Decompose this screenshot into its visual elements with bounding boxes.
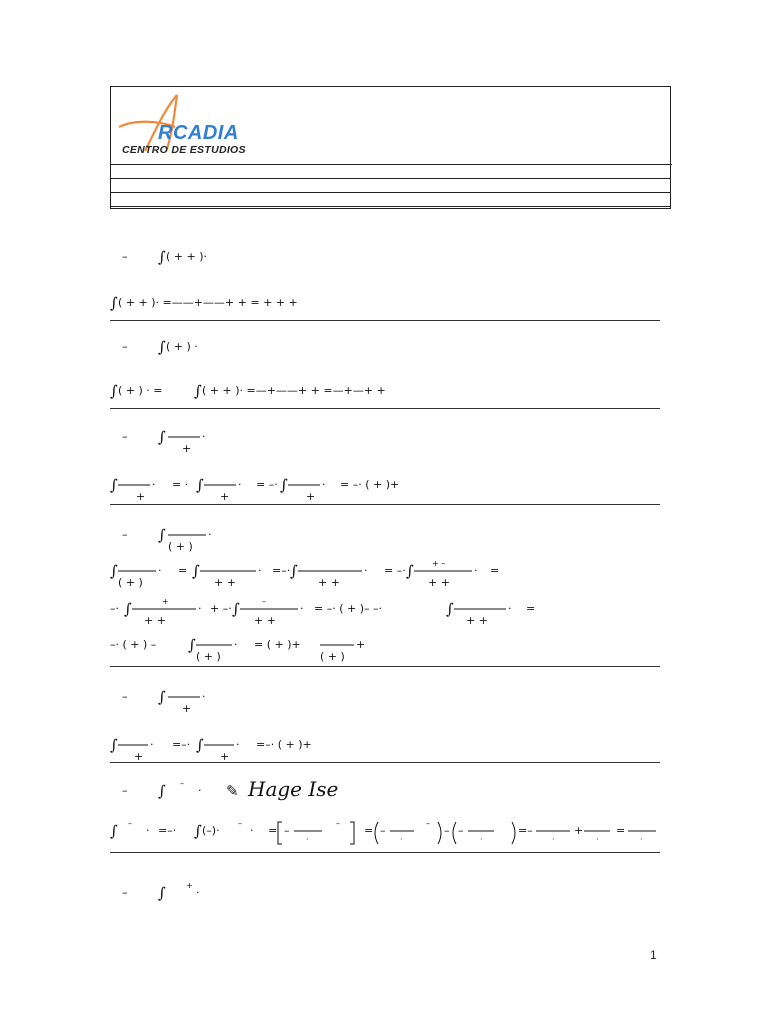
svg-text:–: – xyxy=(122,528,128,541)
logo-title: RCADIA xyxy=(158,122,239,144)
svg-text:·: · xyxy=(158,564,162,577)
svg-text:+: + xyxy=(136,490,146,503)
svg-text:+ +: + + xyxy=(466,614,488,627)
svg-text:–: – xyxy=(238,819,242,828)
svg-text:·: · xyxy=(236,738,240,751)
page-number: 1 xyxy=(650,948,657,962)
svg-text:·: · xyxy=(322,478,326,491)
svg-text:+: + xyxy=(182,442,192,455)
svg-text:∫: ∫ xyxy=(232,600,240,618)
svg-text:∫: ∫ xyxy=(406,562,414,580)
svg-text:·: · xyxy=(474,564,478,577)
svg-text:+: + xyxy=(134,750,144,763)
svg-text:–: – xyxy=(122,784,128,797)
svg-text:+ +: + + xyxy=(144,614,166,627)
svg-text:∫: ∫ xyxy=(196,476,204,494)
svg-text:–·: –· xyxy=(110,602,119,615)
svg-text:∫: ∫ xyxy=(158,688,166,706)
svg-text:=: = xyxy=(364,824,374,837)
svg-text:+: + xyxy=(574,824,584,837)
svg-text:=–·: =–· xyxy=(272,564,291,577)
svg-text:∫: ∫ xyxy=(110,822,118,840)
svg-text:·: · xyxy=(146,824,150,837)
svg-text:·: · xyxy=(552,835,555,844)
svg-text:–: – xyxy=(122,886,128,899)
svg-text:∫: ∫ xyxy=(110,476,118,494)
svg-text:+: + xyxy=(356,638,366,651)
exercise-7-prompt xyxy=(110,878,310,911)
svg-text:=: = xyxy=(178,564,188,577)
svg-text:·: · xyxy=(480,835,483,844)
header-row-2 xyxy=(111,179,670,193)
svg-text:∫: ∫ xyxy=(446,600,454,618)
svg-text:= –· ( + )– –·: = –· ( + )– –· xyxy=(314,602,382,615)
svg-text:( + + )·: ( + + )· xyxy=(166,250,208,263)
svg-text:·: · xyxy=(258,564,262,577)
svg-text:–: – xyxy=(128,819,132,828)
svg-text:+ –·: + –· xyxy=(210,602,232,615)
svg-text:=–·: =–· xyxy=(172,738,191,751)
exercise-1-solution xyxy=(110,290,430,319)
svg-text:( + ): ( + ) xyxy=(320,650,345,663)
svg-text:·: · xyxy=(198,784,202,797)
header-row-1 xyxy=(111,165,670,179)
svg-text:∫: ∫ xyxy=(194,382,202,400)
svg-text:·: · xyxy=(208,528,212,541)
svg-text:= ( + )+: = ( + )+ xyxy=(254,638,301,651)
svg-text:·: · xyxy=(508,602,512,615)
svg-text:+: + xyxy=(220,490,230,503)
exercise-5-solution xyxy=(110,732,390,771)
svg-text:( + ) ·: ( + ) · xyxy=(166,340,198,353)
exercise-1-prompt xyxy=(110,244,310,273)
exercise-2-solution xyxy=(110,378,530,407)
svg-text:·: · xyxy=(202,430,206,443)
divider-2 xyxy=(110,408,660,409)
svg-text:+: + xyxy=(162,597,169,606)
svg-text:·: · xyxy=(202,690,206,703)
svg-text:( + + )·: ( + + )· =—+——+ + =—+—+ + xyxy=(202,384,386,397)
exercise-4-prompt xyxy=(110,522,310,561)
svg-text:–: – xyxy=(458,824,464,837)
svg-text:( + + )· =——+——+: ( + + )· =——+——+ + = + + + xyxy=(118,296,298,309)
svg-text:–: – xyxy=(122,690,128,703)
svg-text:(–)·: (–)· xyxy=(202,824,220,837)
svg-text:–: – xyxy=(444,824,450,837)
svg-text:–: – xyxy=(336,819,340,828)
svg-text:∫: ∫ xyxy=(110,382,118,400)
svg-text:–: – xyxy=(284,824,290,837)
svg-text:=–·: =–· xyxy=(158,824,177,837)
exercise-4-solution-line-2 xyxy=(110,596,540,635)
svg-text:–: – xyxy=(262,597,266,606)
svg-text:( + ): ( + ) xyxy=(196,650,221,663)
svg-text:= ·: = · xyxy=(172,478,189,491)
exercise-3-solution xyxy=(110,472,450,511)
svg-text:∫: ∫ xyxy=(110,562,118,580)
svg-text:–: – xyxy=(180,779,184,788)
svg-text:+ +: + + xyxy=(254,614,276,627)
divider-1 xyxy=(110,320,660,321)
svg-text:=–· ( + )+: =–· ( + )+ xyxy=(256,738,312,751)
svg-text:·: · xyxy=(238,478,242,491)
divider-4 xyxy=(110,666,660,667)
svg-text:–: – xyxy=(122,250,128,263)
svg-text:–: – xyxy=(380,824,386,837)
svg-text:–· ( + ) –: –· ( + ) – xyxy=(110,638,157,651)
svg-text:∫: ∫ xyxy=(110,294,118,312)
svg-text:( + ): ( + ) xyxy=(118,576,143,589)
exercise-6-prompt xyxy=(110,776,370,809)
svg-text:∫: ∫ xyxy=(192,562,200,580)
svg-text:∫: ∫ xyxy=(158,884,166,902)
svg-text:·: · xyxy=(234,638,238,651)
svg-text:∫: ∫ xyxy=(158,248,166,266)
svg-text:=: = xyxy=(526,602,536,615)
logo-cell xyxy=(111,87,672,165)
svg-text:∫: ∫ xyxy=(158,526,166,544)
svg-text:·: · xyxy=(198,602,202,615)
svg-text:∫: ∫ xyxy=(124,600,132,618)
divider-6 xyxy=(110,852,660,853)
svg-text:∫: ∫ xyxy=(110,736,118,754)
exercise-3-prompt xyxy=(110,424,310,463)
exercise-4-solution-line-1 xyxy=(110,558,530,597)
svg-text:–: – xyxy=(426,819,430,828)
svg-text:–: – xyxy=(122,430,128,443)
svg-text:∫: ∫ xyxy=(290,562,298,580)
logo-subtitle: CENTRO DE ESTUDIOS xyxy=(122,144,246,156)
svg-text:+: + xyxy=(186,881,193,890)
svg-text:∫: ∫ xyxy=(196,736,204,754)
svg-text:·: · xyxy=(364,564,368,577)
svg-text:+: + xyxy=(182,702,192,715)
svg-text:–: – xyxy=(122,340,128,353)
svg-text:·: · xyxy=(640,835,643,844)
pencil-icon: ✎ xyxy=(226,782,239,800)
svg-text:·: · xyxy=(152,478,156,491)
svg-text:+: + xyxy=(306,490,316,503)
svg-text:·: · xyxy=(150,738,154,751)
svg-text:+ –: + – xyxy=(432,559,446,568)
svg-text:∫: ∫ xyxy=(158,782,166,800)
svg-text:= –·: = –· xyxy=(384,564,406,577)
divider-5 xyxy=(110,762,660,763)
svg-text:= –·: = –· xyxy=(256,478,278,491)
svg-text:+: + xyxy=(220,750,230,763)
svg-text:+ +: + + xyxy=(428,576,450,589)
svg-text:=: = xyxy=(268,824,278,837)
svg-text:·: · xyxy=(306,835,309,844)
svg-text:·: · xyxy=(300,602,304,615)
svg-text:=: = xyxy=(616,824,626,837)
svg-text:∫: ∫ xyxy=(280,476,288,494)
svg-text:·: · xyxy=(400,835,403,844)
svg-text:∫: ∫ xyxy=(188,636,196,654)
exercise-2-prompt xyxy=(110,334,310,363)
svg-text:=–: =– xyxy=(518,824,533,837)
svg-text:∫: ∫ xyxy=(158,428,166,446)
svg-text:=: = xyxy=(490,564,500,577)
svg-text:= –· ( + )+: = –· ( + )+ xyxy=(340,478,400,491)
svg-text:( + ): ( + ) xyxy=(168,540,193,553)
svg-text:·: · xyxy=(196,886,200,899)
svg-text:+ +: + + xyxy=(214,576,236,589)
svg-text:+ +: + + xyxy=(318,576,340,589)
handwritten-note: Hage Ise xyxy=(248,777,339,801)
svg-text:∫: ∫ xyxy=(158,338,166,356)
header-row-3 xyxy=(111,193,670,207)
header-box xyxy=(110,86,671,209)
svg-text:( + ) · =: ( + ) · = xyxy=(118,384,163,397)
exercise-5-prompt xyxy=(110,684,310,723)
divider-3 xyxy=(110,504,660,505)
svg-text:·: · xyxy=(596,835,599,844)
svg-text:·: · xyxy=(250,824,254,837)
svg-text:∫: ∫ xyxy=(194,822,202,840)
